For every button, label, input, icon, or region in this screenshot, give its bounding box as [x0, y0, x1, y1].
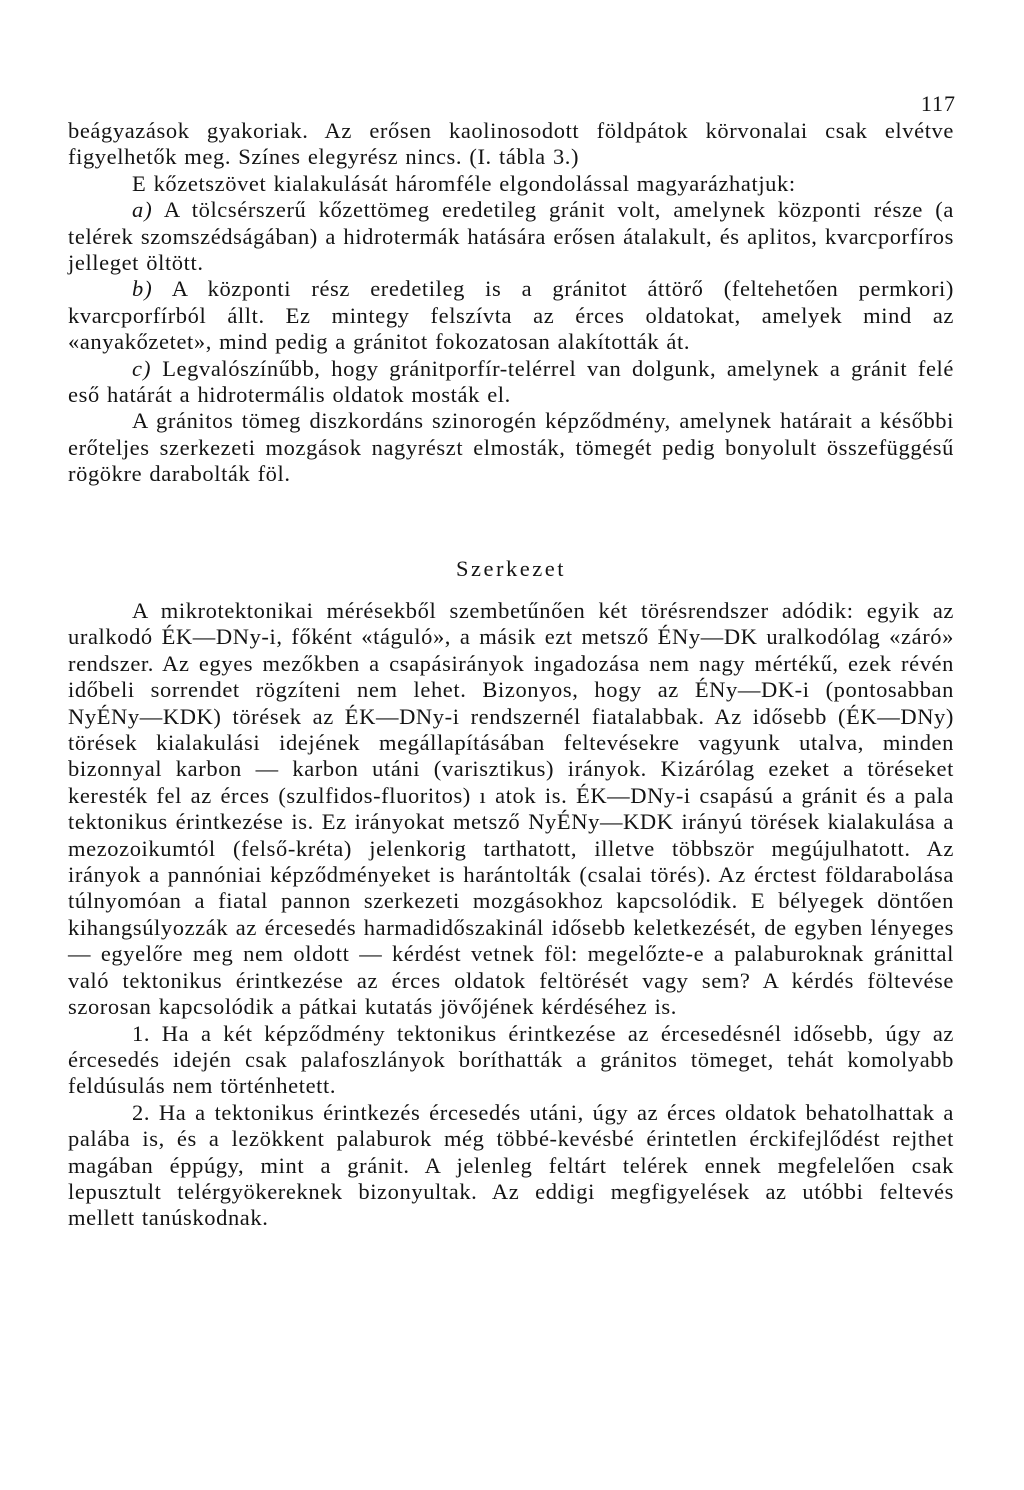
paragraph-hypothesis-c [68, 356, 954, 409]
upper-text-block [68, 118, 954, 488]
book-page [68, 0, 954, 1490]
item-label-a: a) [132, 197, 153, 223]
hypothesis-a-text: A tölcsérszerű kőzettömeg eredetileg gránit volt, amelynek központi része (a telérek szomszédságában) a hidrotermák hatására erősen átalakult, és aplitos, kvarcporfíros jelleget öltött. [68, 197, 954, 276]
paragraph-granite-mass: A gránitos tömeg diszkordáns szinorogén képződmény, amelynek határait a későbbi erőteljes szerkezeti mozgások nagyrészt elmosták, tömegét pedig bonyolult összefüggésű rögökre darabolták föl. [68, 408, 954, 487]
page-number: 117 [920, 91, 956, 116]
paragraph-case-1: 1. Ha a két képződmény tektonikus érintkezése az ércesedésnél idősebb, úgy az ércesedés idején csak palafoszlányok boríthatták a gránitos tömeget, tehát komolyabb feldúsulás nem történhetett. [68, 1020, 954, 1099]
paragraph-hypothesis-a [68, 197, 954, 276]
paragraph-hypothesis-b [68, 276, 954, 355]
paragraph-case-2: 2. Ha a tektonikus érintkezés ércesedés utáni, úgy az érces oldatok behatolhattak a palába is, és a lezökkent palaburok még többé-kevésbé érintetlen érckifejlődést rejthet magában éppúgy, mint a gránit. A jelenleg feltárt telérek ennek megfelelően csak lepusztult telérgyökereknek bizonyultak. Az eddigi megfigyelések az utóbbi feltevés mellett tanúskodnak. [68, 1099, 954, 1231]
paragraph-microtectonics: A mikrotektonikai mérésekből szembetűnően két törésrendszer adódik: egyik az uralkodó ÉK—DNy-i, főként «táguló», a másik ezt metsző ÉNy—DK uralkodólag «záró» rendszer. Az egyes mezőkben a csapásirányok ingadozása nem nagy mértékű, ezek révén időbeli sorrendet rögzíteni nem lehet. Bizonyos, hogy az ÉNy—DK-i (pontosabban NyÉNy—KDK) törések az ÉK—DNy-i rendszernél fiatalabbak. Az idősebb (ÉK—DNy) törések kialakulási idejének megállapításában feltevésekre vagyunk utalva, minden bizonnyal karbon — karbon utáni (varisztikus) irányok. Kizárólag ezeket a töréseket keresték fel az érces (szulfidos-fluoritos) ı atok is. ÉK—DNy-i csapású a gránit és a pala tektonikus érintkezése is. Ez irányokat metsző NyÉNy—KDK irányú törések kialakulása a mezozoikumtól (felső-kréta) jelenkorig tarthatott, illetve többször megújulhatott. Az irányok a pannóniai képződményeket is harántolták (csalai törés). Az érctest földarabolása túlnyomóan a fiatal pannon szerkezeti mozgásokhoz kapcsolódik. E bélyegek döntően kihangsúlyozzák az ércesedés harmadidőszakinál idősebb keletkezését, de egyben lényeges — egyelőre meg nem oldott — kérdést vetnek föl: megelőzte-e a palaburoknak gránittal való tektonikus érintkezése az érces oldatok feltörését vagy sem? A kérdés föltevése szorosan kapcsolódik a pátkai kutatás jövőjének kérdéséhez is. [68, 598, 954, 1020]
paragraph-continuation: beágyazások gyakoriak. Az erősen kaolinosodott földpátok körvonalai csak elvétve figyelhetők meg. Színes elegyrész nincs. (I. tábla 3.) [68, 118, 954, 170]
paragraph-hypotheses-intro: E kőzetszövet kialakulását háromféle elgondolással magyarázhatjuk: [132, 170, 796, 196]
lower-text-block [68, 598, 954, 1232]
item-label-b: b) [132, 276, 153, 302]
section-heading: Szerkezet [456, 556, 566, 581]
hypothesis-b-text: A központi rész eredetileg is a gránitot áttörő (feltehetően permkori) kvarcporfírból állt. Ez mintegy felszívta az érces oldatokat, amelyek mind az «anyakőzetet», mind pedig a gránitot fokozatosan alakították át. [68, 276, 954, 355]
item-label-c: c) [132, 355, 152, 381]
hypothesis-c-text: Legvalószínűbb, hogy gránitporfír-telérrel van dolgunk, amelynek a gránit felé eső határát a hidrotermális oldatok mosták el. [68, 355, 954, 408]
